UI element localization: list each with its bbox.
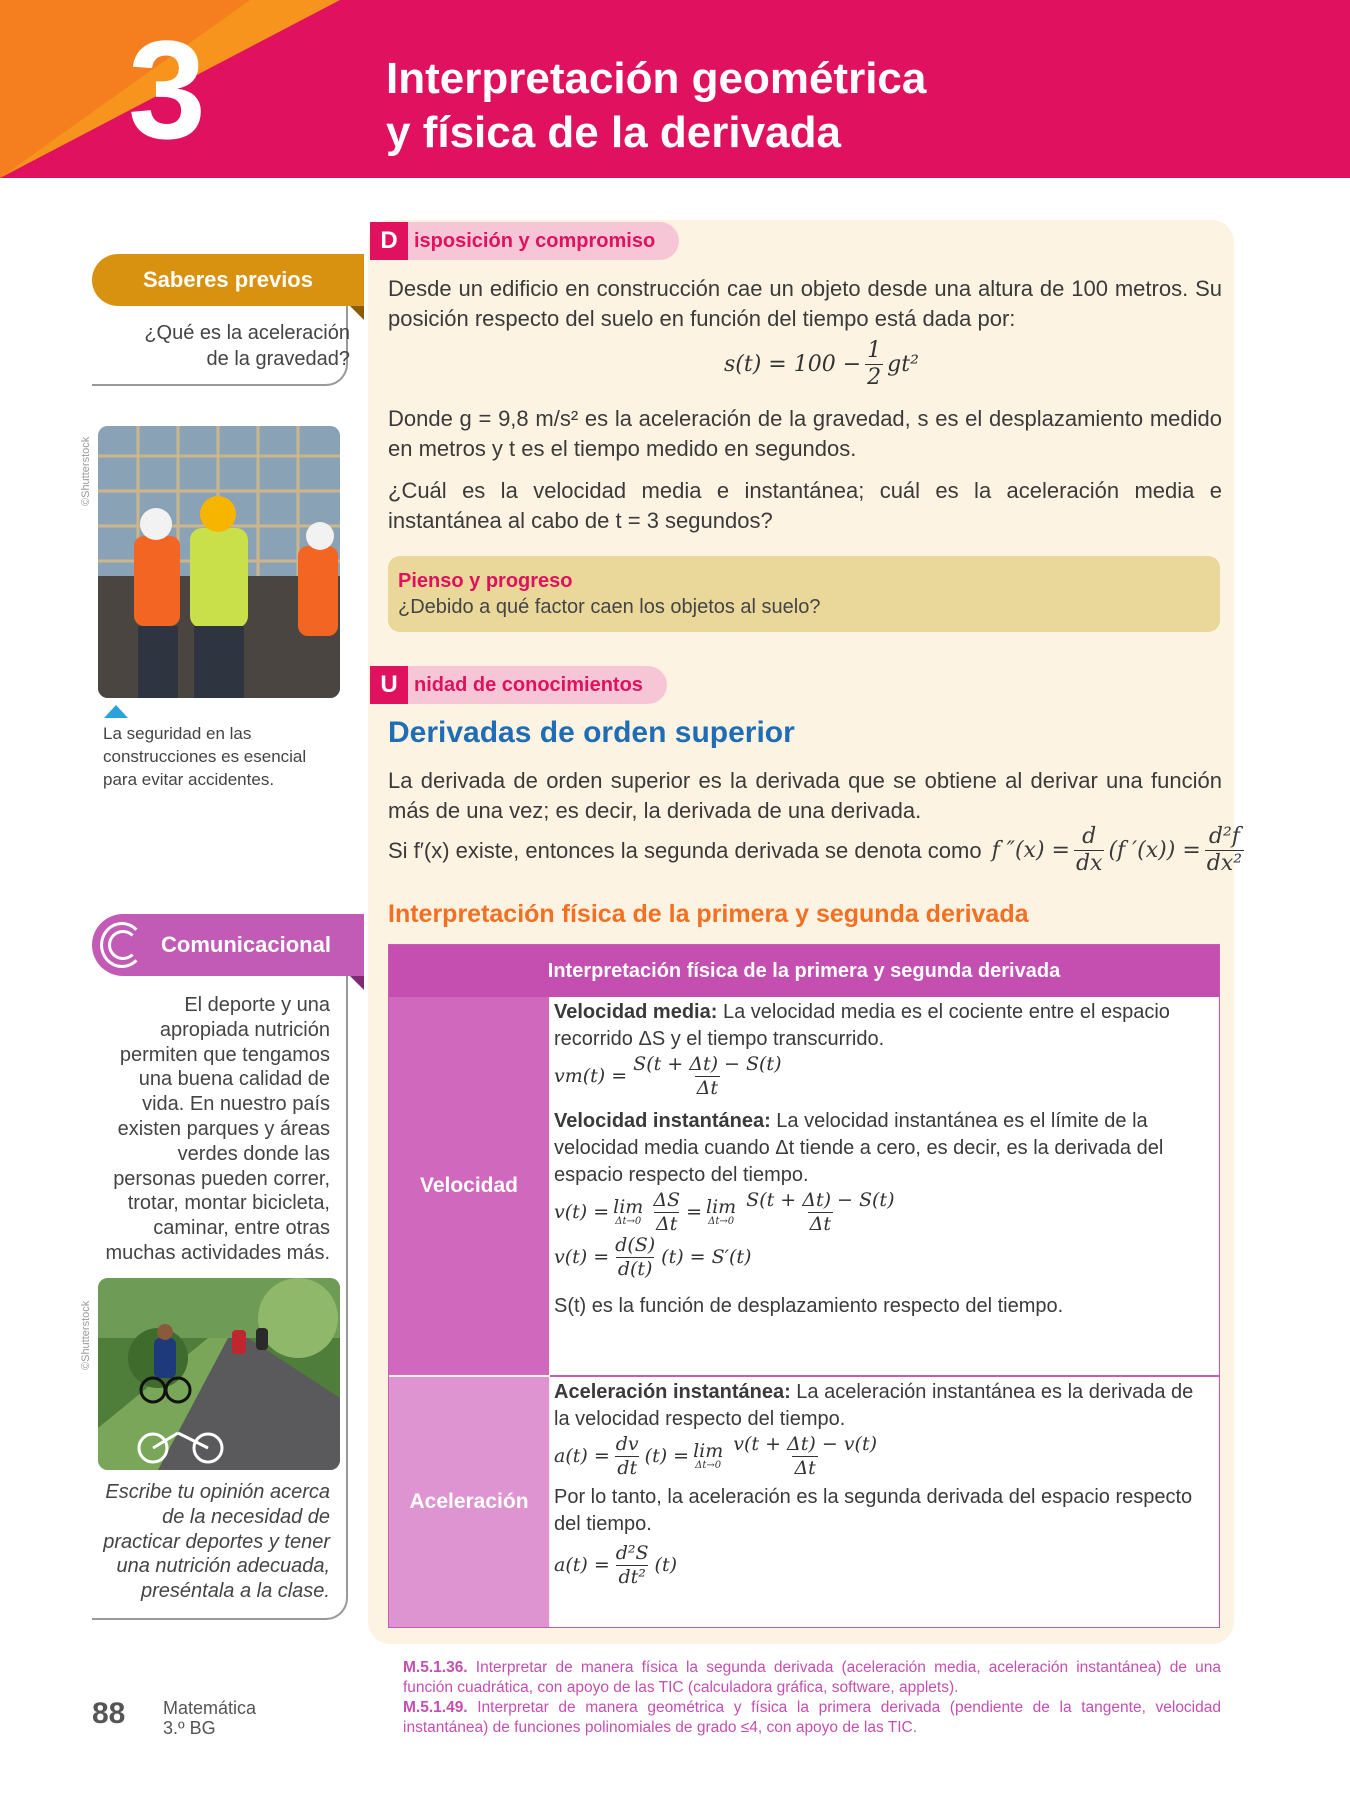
eq-mid: (f ′(x)) = (1108, 838, 1201, 863)
vm-title: Velocidad media: (554, 1001, 718, 1023)
eq-num: v(t + Δt) − v(t) (733, 1433, 877, 1455)
ai-conclusion: Por lo tanto, la aceleración es la segunda derivada del espacio respecto del tiempo. (554, 1486, 1193, 1535)
lim-word: lim (693, 1440, 724, 1462)
disposicion-header (370, 222, 679, 260)
lim-sub: Δt→0 (708, 1216, 735, 1227)
photo-credit-2: ©Shutterstock (80, 1300, 92, 1370)
eq-den: dx (1075, 851, 1103, 876)
a2-equation (554, 1544, 1214, 1587)
vm-body: La velocidad media es el cociente entre el espacio recorrido ΔS y el tiempo transcurrido. (554, 1001, 1170, 1050)
lim-sub: Δt→0 (695, 1460, 722, 1471)
eq-den: dt² (618, 1566, 646, 1588)
photo-credit-1: ©Shutterstock (80, 436, 92, 506)
standard-2 (403, 1698, 1221, 1738)
eq-lhs: a(t) = (554, 1554, 610, 1576)
caption-marker-icon (104, 705, 128, 718)
construction-photo (98, 426, 340, 698)
comunicacional-tab (92, 914, 364, 976)
eq-lhs: a(t) = (554, 1445, 610, 1467)
eq-den: dx² (1206, 851, 1243, 876)
standard-text: Interpretar de manera física la segunda derivada (aceleración media, aceleración instantánea) de una función cuadrática, con apoyo de las TIC (calculadora gráfica, software, applets). (403, 1659, 1221, 1696)
pienso-progreso-title: Pienso y progreso (398, 570, 573, 592)
eq-num: d²f (1208, 824, 1240, 849)
lim-word: lim (613, 1196, 644, 1218)
book-subject (163, 1698, 256, 1738)
eq-den: 2 (867, 365, 882, 390)
eq-frac-d-dx (1074, 826, 1105, 875)
problem-statement: Desde un edificio en construcción cae un objeto desde una altura de 100 metros. Su posición respecto del suelo en función del tiempo está dada por: (388, 276, 1222, 331)
problem-question: ¿Cuál es la velocidad media e instantánea; cuál es la aceleración media e instantánea al cabo de t = 3 segundos? (388, 478, 1222, 533)
eq-fraction (614, 1544, 651, 1587)
vm-equation (554, 1055, 1214, 1098)
photo-caption: La seguridad en las construcciones es esencial para evitar accidentes. (103, 724, 307, 789)
standard-1 (403, 1658, 1221, 1698)
eq-rhs: (t) = S′(t) (661, 1246, 752, 1268)
standard-text: Interpretar de manera geométrica y física la primera derivada (pendiente de la tangente, velocidad instantánea) de funciones polinomiales de grado ≤4, con apoyo de las TIC. (403, 1699, 1221, 1736)
position-equation (724, 340, 919, 389)
eq-den: dt (617, 1457, 638, 1479)
derivadas-heading: Derivadas de orden superior (388, 716, 795, 749)
row-label-aceleracion: Aceleración (389, 1377, 549, 1627)
bike-path-photo (98, 1278, 340, 1470)
physics-table (388, 944, 1220, 1628)
eq-frac-d2f-dx2 (1205, 826, 1244, 875)
eq-lhs: vm(t) = (554, 1065, 628, 1087)
saberes-previos-question: ¿Qué es la aceleración de la gravedad? (144, 322, 350, 370)
velocidad-instantanea-text (554, 1108, 1214, 1189)
bike-path-image (98, 1278, 340, 1470)
limit-operator (706, 1198, 736, 1227)
tab-corner (350, 976, 364, 990)
eq-fraction (865, 340, 883, 389)
grade-level: 3.º BG (163, 1718, 216, 1738)
vi-limit-equation (554, 1191, 1214, 1234)
curriculum-standards (403, 1658, 1221, 1738)
vi-title: Velocidad instantánea: (554, 1110, 771, 1132)
header-orange-accent-2 (0, 0, 250, 178)
eq-num: d(S) (615, 1234, 656, 1256)
cell-velocidad (550, 997, 1218, 1375)
section-letter: U (370, 666, 408, 704)
eq-fraction (744, 1191, 896, 1234)
eq-num: d²S (615, 1542, 649, 1564)
ai-body: La aceleración instantánea es la derivada de la velocidad respecto del tiempo. (554, 1381, 1194, 1430)
derivadas-definition: La derivada de orden superior es la derivada que se obtiene al derivar una función más de una vez; es decir, la derivada de una derivada. (388, 768, 1222, 823)
vi-derivative-equation (554, 1236, 1214, 1279)
page-number: 88 (92, 1697, 126, 1730)
eq-mid: (t) = (644, 1445, 690, 1467)
standard-code: M.5.1.36. (403, 1659, 468, 1676)
variable-definitions: Donde g = 9,8 m/s² es la aceleración de la gravedad, s es el desplazamiento medido en metros y t es el tiempo medido en segundos. (388, 406, 1222, 461)
pienso-progreso-question: ¿Debido a qué factor caen los objetos al suelo? (398, 596, 821, 618)
comunicacional-task: Escribe tu opinión acerca de la necesidad de practicar deportes y tener una nutrición adecuada, preséntala a la clase. (103, 1481, 330, 1603)
lim-sub: Δt→0 (615, 1216, 642, 1227)
construction-workers-image (98, 426, 340, 698)
eq-fraction (614, 1435, 641, 1478)
comunicacional-c-icon-inner (108, 930, 138, 960)
ai-title: Aceleración instantánea: (554, 1381, 791, 1403)
lim-word: lim (706, 1196, 737, 1218)
section-letter: D (370, 222, 408, 260)
eq-rhs: gt² (887, 352, 919, 377)
saberes-previos-title: Saberes previos (143, 267, 313, 292)
tab-corner (350, 306, 364, 320)
eq-lhs: v(t) = (554, 1201, 610, 1223)
aceleracion-instantanea-text (554, 1379, 1214, 1433)
pienso-progreso-box (388, 556, 1220, 632)
vi-body: La velocidad instantánea es el límite de la velocidad media cuando Δt tiende a cero, es decir, es la derivada del espacio respecto del tiempo. (554, 1110, 1164, 1186)
section-title: isposición y compromiso (408, 222, 679, 260)
eq-sign: = (686, 1201, 702, 1223)
saberes-previos-tab (92, 254, 364, 306)
comunicacional-text: El deporte y una apropiada nutrición permiten que tengamos una buena calidad de vida. En nuestro país existen parques y áreas verdes donde las personas pueden correr, trotar, montar bicicleta, caminar, entre otras muchas actividades más. (105, 994, 330, 1264)
table-header: Interpretación física de la primera y segunda derivada (389, 945, 1219, 997)
section-title: nidad de conocimientos (408, 666, 667, 704)
unidad-header (370, 666, 667, 704)
eq-num: S(t + Δt) − S(t) (633, 1053, 782, 1075)
eq-lhs: v(t) = (554, 1246, 610, 1268)
eq-lhs: s(t) = 100 − (724, 352, 862, 377)
standard-code: M.5.1.49. (403, 1699, 468, 1716)
eq-den: Δt (809, 1213, 831, 1235)
eq-den: Δt (656, 1213, 678, 1235)
title-line-2: y física de la derivada (386, 108, 841, 157)
chapter-number: 3 (128, 11, 206, 168)
subject-name: Matemática (163, 1698, 257, 1718)
eq-fraction (651, 1191, 682, 1234)
chapter-title (386, 52, 926, 160)
eq-num: d (1082, 824, 1097, 849)
interpretacion-fisica-heading: Interpretación física de la primera y segunda derivada (388, 900, 1029, 928)
eq-num: dv (615, 1433, 639, 1455)
eq-den: Δt (794, 1457, 816, 1479)
eq-num: 1 (867, 338, 882, 363)
cell-aceleracion (550, 1377, 1218, 1627)
limit-operator (613, 1198, 643, 1227)
st-definition: S(t) es la función de desplazamiento respecto del tiempo. (554, 1295, 1064, 1317)
eq-rhs: (t) (654, 1554, 678, 1576)
eq-fraction (731, 1435, 879, 1478)
second-derivative-notation (388, 826, 1248, 875)
ai-equation (554, 1435, 1214, 1478)
notation-equation (992, 826, 1248, 875)
notation-text: Si f′(x) existe, entonces la segunda derivada se denota como (388, 837, 982, 863)
eq-lhs: f ″(x) = (991, 838, 1070, 863)
velocidad-media-text (554, 999, 1214, 1053)
row-label-velocidad: Velocidad (389, 997, 549, 1375)
eq-den: Δt (696, 1077, 718, 1099)
eq-fraction (631, 1055, 783, 1098)
title-line-1: Interpretación geométrica (386, 54, 927, 103)
chapter-header (0, 0, 1350, 178)
comunicacional-title: Comunicacional (161, 932, 331, 957)
eq-num: ΔS (653, 1189, 681, 1211)
limit-operator (693, 1442, 723, 1471)
eq-num: S(t + Δt) − S(t) (746, 1189, 895, 1211)
eq-den: d(t) (617, 1258, 653, 1280)
eq-fraction (613, 1236, 657, 1279)
